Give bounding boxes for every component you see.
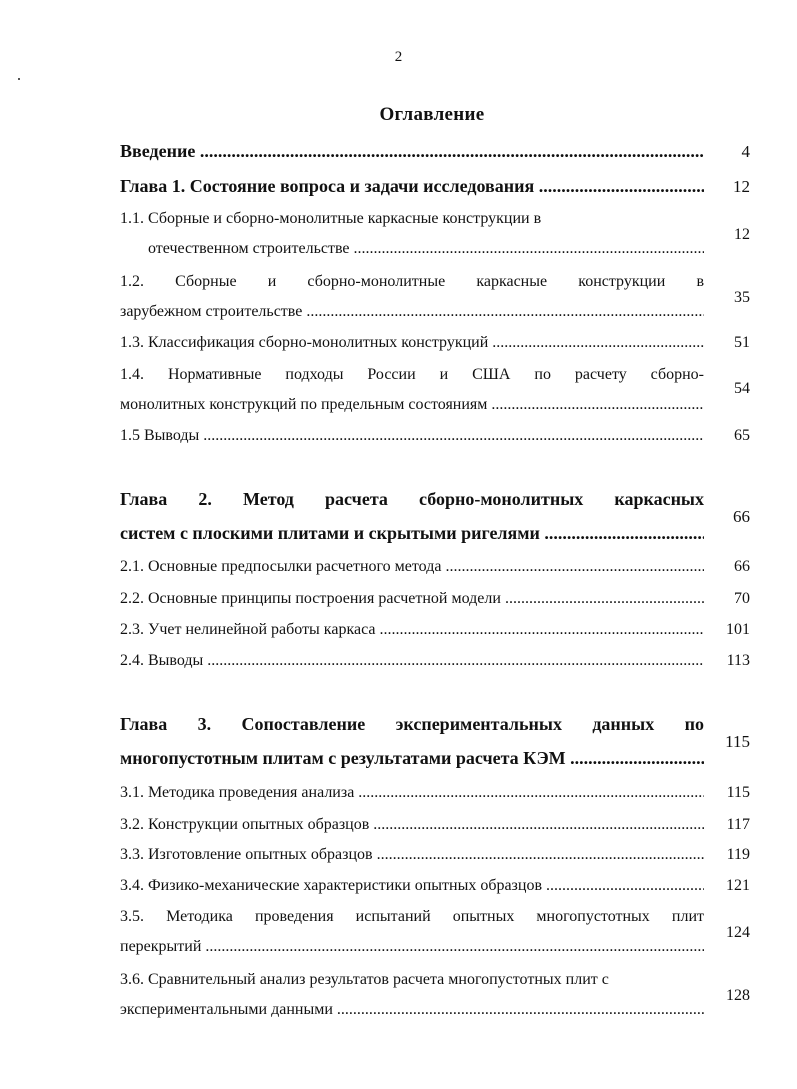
toc-entry-1-2[interactable] — [120, 273, 750, 329]
toc-entry-text: монолитных конструкций по предельным состояниям ..... — [120, 396, 704, 414]
toc-entry-page: 124 — [726, 924, 750, 941]
toc-entry-page: 101 — [726, 621, 750, 638]
toc-entry-text: зарубежном строительстве ..... — [120, 303, 704, 321]
scan-speck — [18, 78, 20, 80]
toc-entry-2-1[interactable] — [120, 558, 750, 582]
toc-entry-page: 119 — [726, 846, 750, 863]
toc-entry-1-3[interactable] — [120, 334, 750, 358]
toc-entry-text: 3.5. Методика проведения испытаний опытных многопустотных плит — [120, 908, 704, 925]
toc-entry-text: экспериментальными данными ..... — [120, 1001, 704, 1019]
toc-entry-page: 66 — [734, 558, 750, 575]
toc-entry-1-4[interactable] — [120, 366, 750, 422]
toc-entry-text: 2.3. Учет нелинейной работы каркаса ..... — [120, 621, 704, 639]
toc-entry-text: 2.4. Выводы ..... — [120, 652, 704, 670]
toc-entry-text: 3.6. Сравнительный анализ результатов расчета многопустотных плит с — [120, 971, 609, 988]
toc-entry-page: 51 — [734, 334, 750, 351]
toc-entry-page: 12 — [733, 177, 750, 196]
toc-entry-text: 1.5 Выводы ..... — [120, 427, 704, 445]
toc-entry-1-5[interactable] — [120, 427, 750, 451]
toc-entry-text: систем с плоскими плитами и скрытыми ригелями ..... — [120, 523, 704, 544]
toc-entry-page: 115 — [725, 732, 750, 751]
toc-entry-text: 2.2. Основные принципы построения расчетной модели ..... — [120, 590, 704, 608]
toc-entry-page: 12 — [734, 226, 750, 243]
toc-entry-3-6[interactable] — [120, 971, 750, 1027]
toc-entry-text: Глава 2. Метод расчета сборно-монолитных каркасных — [120, 489, 704, 509]
toc-entry-page: 128 — [726, 987, 750, 1004]
toc-entry-chapter-2[interactable] — [120, 489, 750, 553]
toc-entry-page: 65 — [734, 427, 750, 444]
toc-entry-1-1[interactable] — [120, 210, 750, 266]
toc-entry-text: 2.1. Основные предпосылки расчетного метода ..... — [120, 558, 704, 576]
toc-entry-text: 1.1. Сборные и сборно-монолитные каркасные конструкции в — [120, 210, 542, 227]
toc-entry-2-4[interactable] — [120, 652, 750, 676]
toc-entry-page: 66 — [733, 507, 750, 526]
toc-entry-chapter-3[interactable] — [120, 714, 750, 778]
toc-entry-page: 121 — [726, 877, 750, 894]
toc-entry-2-2[interactable] — [120, 590, 750, 614]
toc-entry-2-3[interactable] — [120, 621, 750, 645]
toc-entry-text: 1.4. Нормативные подходы России и США по расчету сборно- — [120, 366, 704, 383]
toc-entry-introduction[interactable] — [120, 141, 750, 165]
toc-entry-text: 3.1. Методика проведения анализа ..... — [120, 784, 704, 802]
toc-entry-page: 115 — [726, 784, 750, 801]
toc-entry-3-5[interactable] — [120, 908, 750, 964]
toc-entry-chapter-1[interactable] — [120, 176, 750, 200]
toc-entry-text: Глава 3. Сопоставление экспериментальных данных по — [120, 714, 704, 734]
toc-title: Оглавление — [379, 104, 485, 125]
toc-entry-text: Введение ..... — [120, 141, 704, 162]
toc-entry-3-4[interactable] — [120, 877, 750, 901]
toc-entry-text: 3.2. Конструкции опытных образцов ..... — [120, 816, 704, 834]
toc-entry-text: перекрытий ..... — [120, 938, 704, 956]
toc-entry-page: 70 — [734, 590, 750, 607]
toc-entry-text: 3.4. Физико-механические характеристики опытных образцов ..... — [120, 877, 704, 895]
toc-entry-3-2[interactable] — [120, 816, 750, 840]
toc-entry-text: отечественном строительстве ..... — [148, 240, 704, 258]
toc-entry-3-1[interactable] — [120, 784, 750, 808]
toc-entry-page: 113 — [726, 652, 750, 669]
toc-entry-page: 4 — [741, 142, 750, 161]
toc-entry-page: 117 — [726, 816, 750, 833]
toc-entry-3-3[interactable] — [120, 846, 750, 870]
toc-entry-text: 1.2. Сборные и сборно-монолитные каркасные конструкции в — [120, 273, 704, 290]
toc-entry-text: Глава 1. Состояние вопроса и задачи исследования ..... — [120, 176, 704, 197]
page-number: 2 — [394, 49, 403, 65]
toc-entry-page: 54 — [734, 380, 750, 397]
toc-entry-text: многопустотным плитам с результатами расчета КЭМ ..... — [120, 748, 704, 769]
toc-entry-text: 1.3. Классификация сборно-монолитных конструкций ..... — [120, 334, 704, 352]
toc-entry-page: 35 — [734, 289, 750, 306]
toc-entry-text: 3.3. Изготовление опытных образцов ..... — [120, 846, 704, 864]
